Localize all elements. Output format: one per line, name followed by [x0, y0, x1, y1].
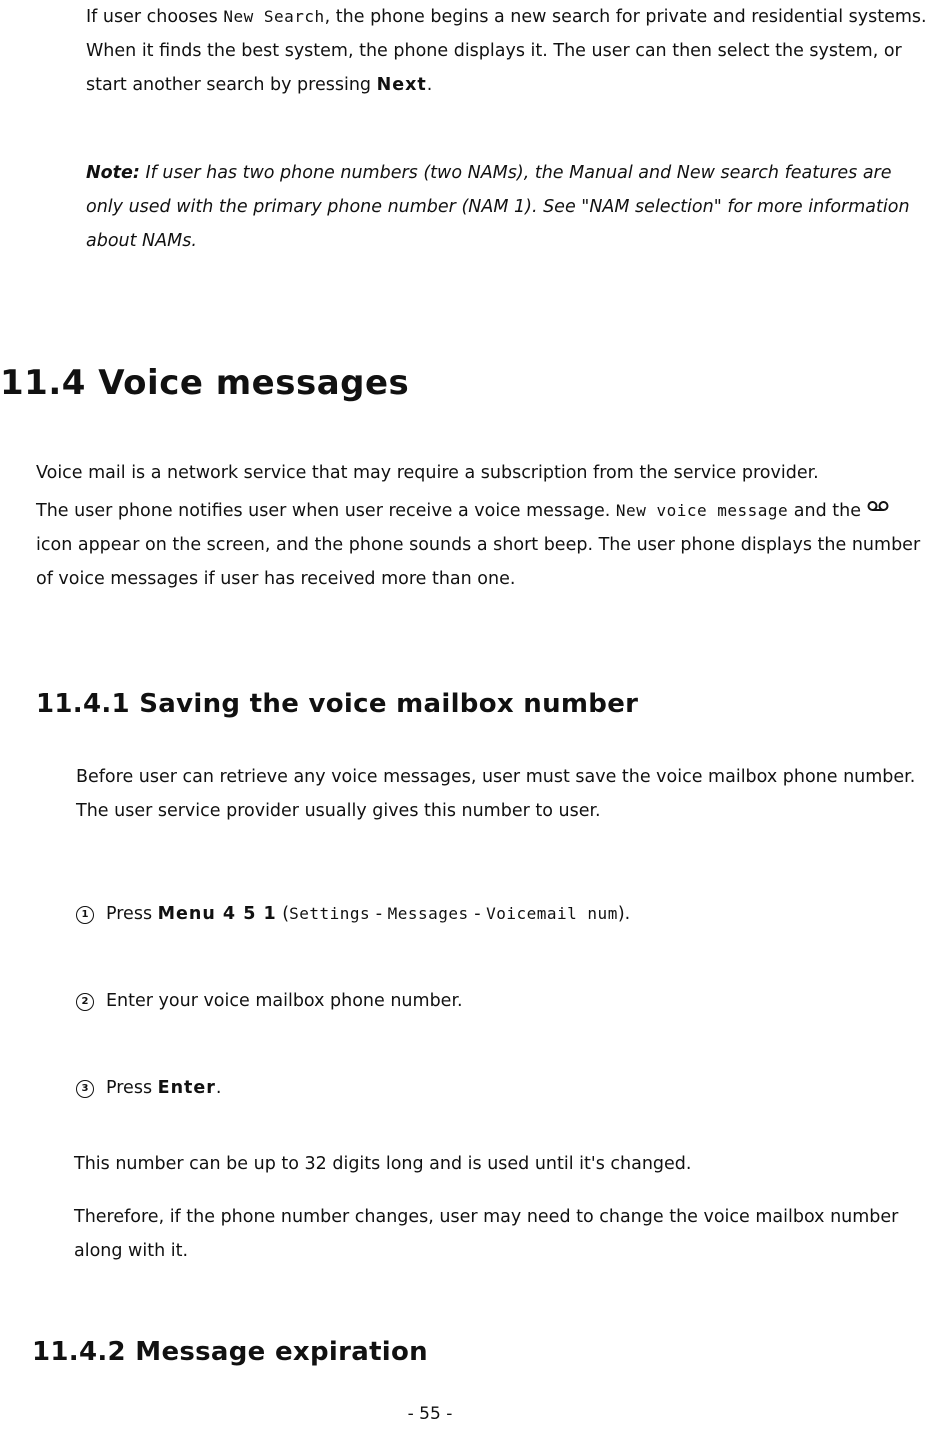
messages-path-item: Messages	[387, 904, 469, 923]
voicemail-icon	[867, 490, 889, 524]
digits-paragraph: This number can be up to 32 digits long and is used until it's changed.	[74, 1154, 692, 1174]
note-text: If user has two phone numbers (two NAMs), the Manual and New search features are only used with the primary phone number (NAM 1). See "NAM selection" for more information about NAMs.	[86, 163, 910, 251]
mailbox-intro-paragraph: Before user can retrieve any voice messages, user must save the voice mailbox phone number. The user service provider usually gives this number to user.	[76, 767, 916, 821]
subsection-heading-saving: 11.4.1 Saving the voice mailbox number	[36, 689, 639, 719]
section-heading: 11.4 Voice messages	[0, 363, 410, 403]
change-paragraph: Therefore, if the phone number changes, user may need to change the voice mailbox number along with it.	[74, 1207, 899, 1261]
intro-text-b: , the phone begins a new search for private and residential systems. When it finds the best system, the phone displays it. The user can then select the system, or start another search by pressing	[86, 7, 927, 95]
new-search-code: New Search	[223, 7, 325, 26]
voice-mail-paragraph: Voice mail is a network service that may require a subscription from the service provider. The user phone notifies user when user receive a voice message. New voice message and theicon appear on the screen, and the phone sounds a short beep. The user phone displays the number of voice messages if user has received more than one.	[36, 463, 921, 589]
step-3-number: 3	[76, 1080, 94, 1098]
step-1-number: 1	[76, 906, 94, 924]
note-label: Note:	[86, 163, 140, 183]
menu-key-sequence: Menu 4 5 1	[157, 904, 277, 924]
page-number: - 55 -	[407, 1404, 453, 1424]
intro-paragraph: If user chooses New Search, the phone begins a new search for private and residential systems. When it finds the best system, the phone displays it. The user can then select the system, or start another search by pressing Next.	[86, 7, 927, 95]
voicemail-num-path-item: Voicemail num	[486, 904, 618, 923]
enter-key: Enter	[157, 1078, 216, 1098]
settings-path-item: Settings	[289, 904, 371, 923]
step-2: 2 Enter your voice mailbox phone number.	[76, 984, 936, 1018]
step-2-number: 2	[76, 993, 94, 1011]
next-key: Next	[376, 75, 427, 95]
step-1: 1 Press Menu 4 5 1 (Settings - Messages - Voicemail num).	[76, 897, 936, 931]
note-paragraph	[86, 156, 926, 258]
subsection-heading-expiration: 11.4.2 Message expiration	[32, 1337, 428, 1367]
step-3: 3 Press Enter.	[76, 1071, 936, 1105]
new-voice-message-code: New voice message	[615, 501, 789, 520]
intro-text-a: If user chooses	[86, 7, 218, 27]
